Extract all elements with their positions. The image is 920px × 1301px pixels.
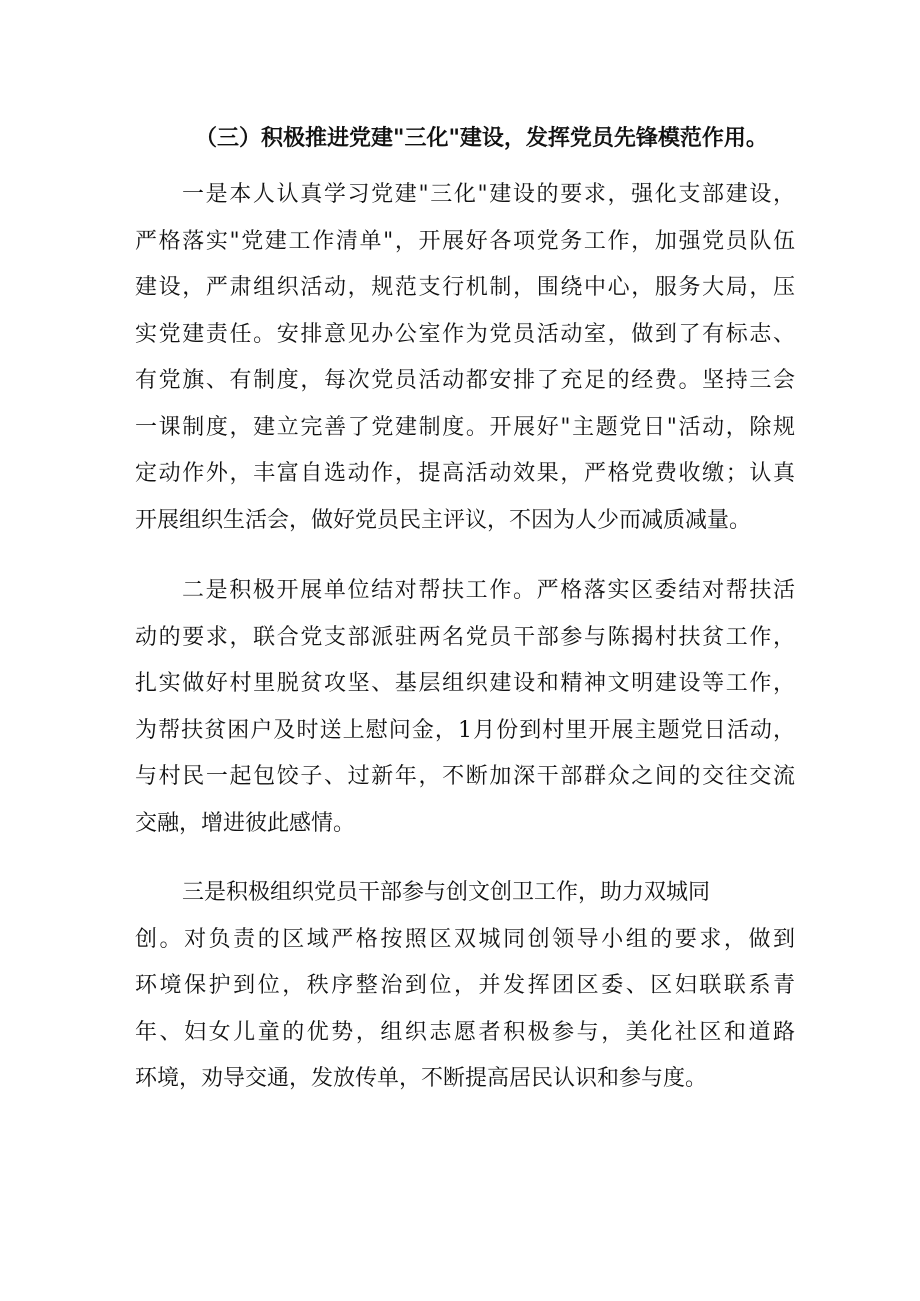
paragraph-3 (135, 870, 795, 1103)
paragraph-line: 开展组织生活会，做好党员民主评议，不因为人少而减质减量。 (135, 507, 752, 533)
paragraph-line: 实党建责任。安排意见办公室作为党员活动室，做到了有标志、 (135, 321, 795, 347)
paragraph-line: 定动作外，丰富自选动作，提高活动效果，严格党费收缴；认真 (135, 461, 795, 486)
paragraph-line: 与村民一起包饺子、过新年，不断加深干部群众之间的交往交流 (135, 764, 795, 789)
paragraph-line: 严格落实"党建工作清单"，开展好各项党务工作，加强党员队伍 (135, 228, 795, 254)
paragraph-line: 环境保护到位，秩序整治到位，并发挥团区委、区妇联联系青 (135, 973, 795, 998)
paragraph-line: 环境，劝导交通，发放传单，不断提高居民认识和参与度。 (135, 1066, 708, 1091)
paragraph-line: 二是积极开展单位结对帮扶工作。严格落实区委结对帮扶活 (182, 578, 795, 603)
paragraph-line: 年、妇女儿童的优势，组织志愿者积极参与，美化社区和道路 (135, 1019, 795, 1045)
paragraph-line: 创。对负责的区域严格按照区双城同创领导小组的要求，做到 (135, 926, 795, 952)
paragraph-line: 建设，严肃组织活动，规范支行机制，围绕中心，服务大局，压 (135, 275, 795, 300)
paragraph-2 (135, 568, 795, 847)
paragraph-line: 交融，增进彼此感情。 (135, 810, 356, 836)
paragraph-line: 扎实做好村里脱贫攻坚、基层组织建设和精神文明建设等工作， (135, 671, 795, 696)
paragraph-line: 有党旗、有制度，每次党员活动都安排了充足的经费。坚持三会 (135, 368, 795, 393)
paragraph-line: 一是本人认真学习党建"三化"建设的要求，强化支部建设， (182, 182, 795, 207)
paragraph-line: 三是积极组织党员干部参与创文创卫工作，助力双城同 (182, 880, 711, 905)
paragraph-1 (135, 172, 795, 544)
paragraph-line: 动的要求，联合党支部派驻两名党员干部参与陈揭村扶贫工作， (135, 624, 795, 650)
section-heading: （三）积极推进党建"三化"建设，发挥党员先锋模范作用。 (195, 125, 768, 151)
paragraph-line: 为帮扶贫困户及时送上慰问金，1月份到村里开展主题党日活动， (135, 717, 795, 743)
paragraph-line: 一课制度，建立完善了党建制度。开展好"主题党日"活动，除规 (135, 414, 795, 440)
